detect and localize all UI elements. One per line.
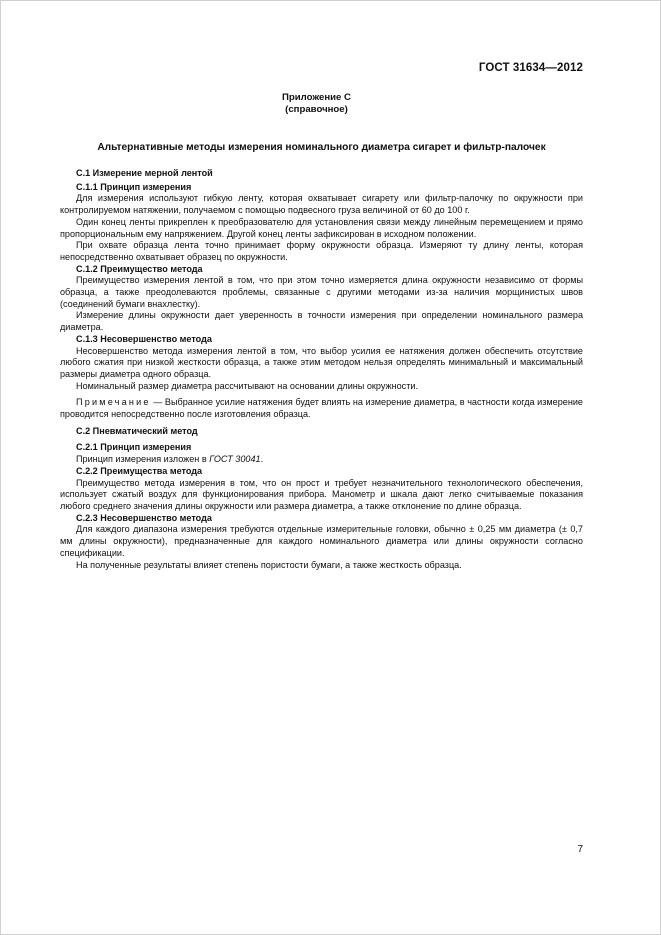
section-heading-c23: С.2.3 Несовершенство метода [76,512,212,523]
document-body [60,168,583,571]
text-fragment: Принцип измерения изложен в [76,454,210,465]
appendix-title: Приложение С [282,92,351,103]
appendix-heading [0,92,661,116]
section-heading-c12: С.1.2 Преимущество метода [76,263,203,274]
section-heading-c22: С.2.2 Преимущества метода [76,465,203,476]
main-title: Альтернативные методы измерения номинального диаметра сигарет и фильтр-палочек [97,142,546,153]
section-heading-c1: С.1 Измерение мерной лентой [76,168,213,178]
section-heading-c11: С.1.1 Принцип измерения [76,181,192,192]
appendix-subtitle: (справочное) [285,104,348,115]
paragraph: На полученные результаты влияет степень пористости бумаги, а также жесткость образца. [76,559,462,570]
section-heading-c2: С.2 Пневматический метод [76,425,198,436]
paragraph: При охвате образца лента точно принимает форму окружности образца. Измеряют ту длину ленты, которая непосредственно охватывает образец по окружности. [60,240,583,262]
section-heading-c21: С.2.1 Принцип измерения [76,442,192,453]
page-number: 7 [577,844,583,855]
paragraph: Для измерения используют гибкую ленту, которая охватывает сигарету или фильтр-палочку по окружности при контролируемом натяжении, получаемом с помощью подвесного груза величиной от 60 до 100 г. [60,193,583,216]
paragraph: Измерение длины окружности дает уверенность в точности измерения при определении номинального размера диаметра. [60,310,583,333]
standard-reference: ГОСТ 30041 [209,454,261,465]
paragraph: Номинальный размер диаметра рассчитывают на основании длины окружности. [76,380,418,391]
paragraph: Один конец ленты прикреплен к преобразователю для установления связи между линейным перемещением и прямо пропорциональным ему напряжением. Другой конец ленты зафиксирован в исходном положении. [60,216,583,239]
paragraph: Несовершенство метода измерения лентой в том, что выбор усилия ее натяжения должен обеспечить отсутствие любого сжатия при низкой жесткости образца, а также этим методом нельзя определять минимальный и максимальный размеры диаметра одного образца. [60,345,583,379]
note-text: — Выбранное усилие натяжения будет влиять на измерение диаметра, в частности когда измерение проводится непосредственно после изготовления образца. [60,397,583,420]
text-fragment: . [260,454,264,465]
document-id: ГОСТ 31634—2012 [478,62,583,74]
paragraph: Для каждого диапазона измерения требуются отдельные измерительные головки, обычно ± 0,25 мм диаметра (± 0,7 мм длины окружности), предназначенные для каждого номинального диаметра или длины окружности согласно спецификации. [60,524,583,558]
paragraph [60,454,583,466]
paragraph: Преимущество измерения лентой в том, что при этом точно измеряется длина окружности независимо от формы образца, а также преодолеваются проблемы, связанные с другими методами из-за наличия морщинистых швов (соединений бумаги внахлестку). [60,275,583,309]
note-label: Примечание [76,397,151,408]
note [60,397,583,420]
section-heading-c13: С.1.3 Несовершенство метода [76,333,212,344]
paragraph: Преимущество метода измерения в том, что он прост и требует незначительного технологического обеспечения, использует сжатый воздух для функционирования прибора. Манометр и шкала дают легко считываемые показания любого среднего значения длины окружности или размера диаметра, а также отклонение по длине образца. [60,477,583,511]
